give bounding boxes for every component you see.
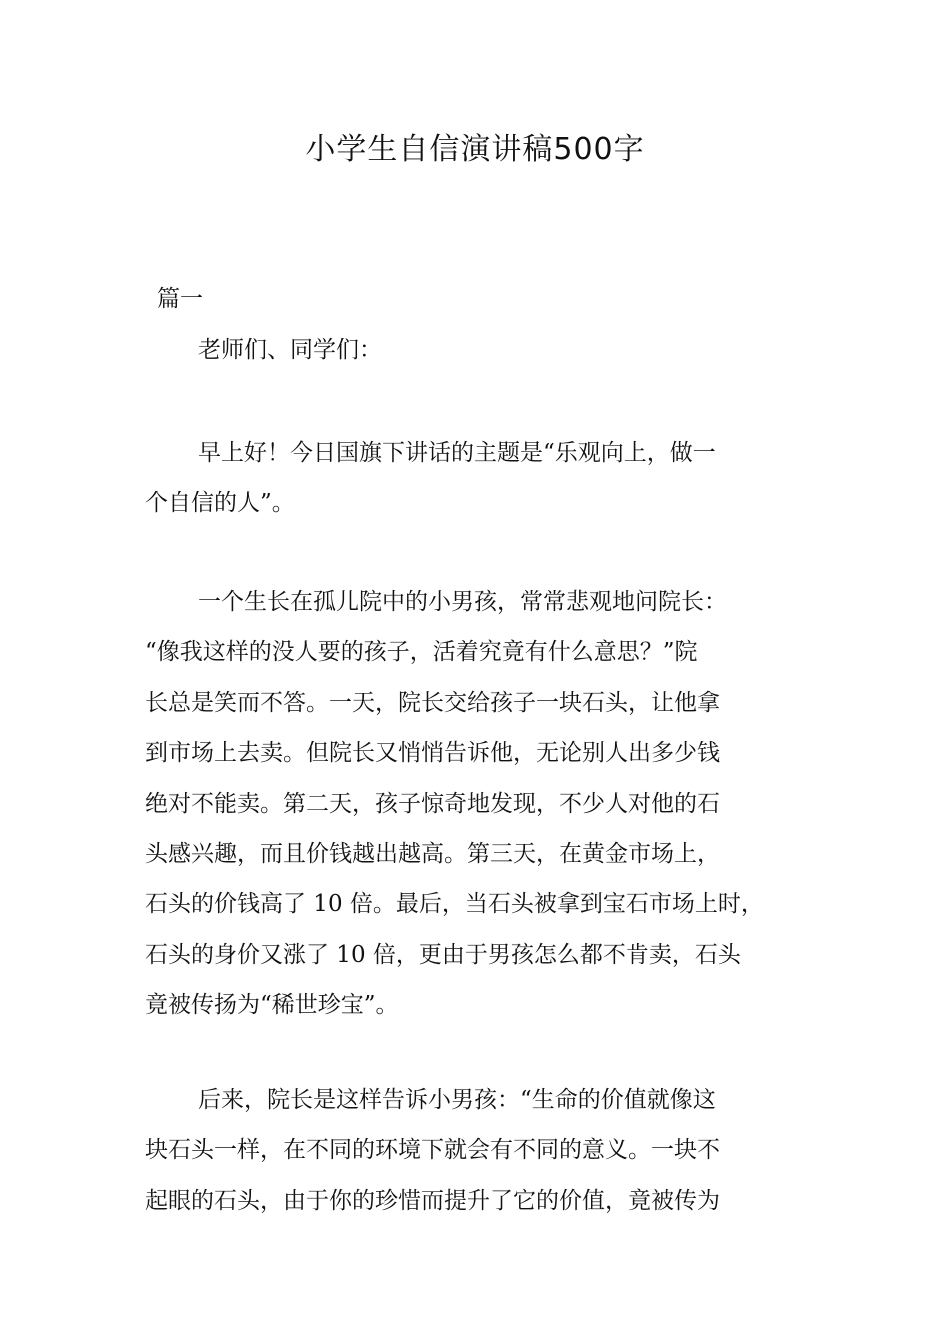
paragraph-line: 竟被传扬为“稀世珍宝”。 bbox=[145, 992, 399, 1019]
paragraph-line: 一个生长在孤儿院中的小男孩，常常悲观地问院长： bbox=[198, 589, 727, 615]
paragraph-line: 早上好！今日国旗下讲话的主题是“乐观向上，做一 bbox=[198, 440, 716, 466]
paragraph-3 bbox=[145, 1075, 720, 1226]
paragraph-line: 绝对不能卖。第二天，孩子惊奇地发现，不少人对他的石 bbox=[145, 790, 720, 817]
paragraph-line: 头感兴趣，而且价钱越出越高。第三天，在黄金市场上， bbox=[145, 840, 720, 867]
section-label: 篇一 bbox=[157, 286, 203, 312]
paragraph-line: 个自信的人”。 bbox=[145, 490, 295, 517]
paragraph-line: 起眼的石头，由于你的珍惜而提升了它的价值，竟被传为 bbox=[145, 1187, 720, 1214]
paragraph-line: 块石头一样，在不同的环境下就会有不同的意义。一块不 bbox=[145, 1137, 720, 1164]
paragraph-line: 长总是笑而不答。一天，院长交给孩子一块石头，让他拿 bbox=[145, 689, 720, 716]
document-title: 小学生自信演讲稿500字 bbox=[305, 132, 645, 167]
paragraph-line: “像我这样的没人要的孩子，活着究竟有什么意思？”院 bbox=[145, 639, 698, 666]
paragraph-line: 石头的价钱高了 10 倍。最后，当石头被拿到宝石市场上时， bbox=[145, 891, 764, 918]
paragraph-line: 石头的身价又涨了 10 倍，更由于男孩怎么都不肯卖，石头 bbox=[145, 941, 741, 968]
paragraph-2 bbox=[145, 577, 764, 1031]
paragraph-line: 后来，院长是这样告诉小男孩：“生命的价值就像这 bbox=[198, 1087, 716, 1113]
paragraph-line: 到市场上去卖。但院长又悄悄告诉他，无论别人出多少钱 bbox=[145, 740, 720, 767]
paragraph-1 bbox=[145, 428, 716, 529]
greeting-line: 老师们、同学们： bbox=[198, 337, 382, 363]
